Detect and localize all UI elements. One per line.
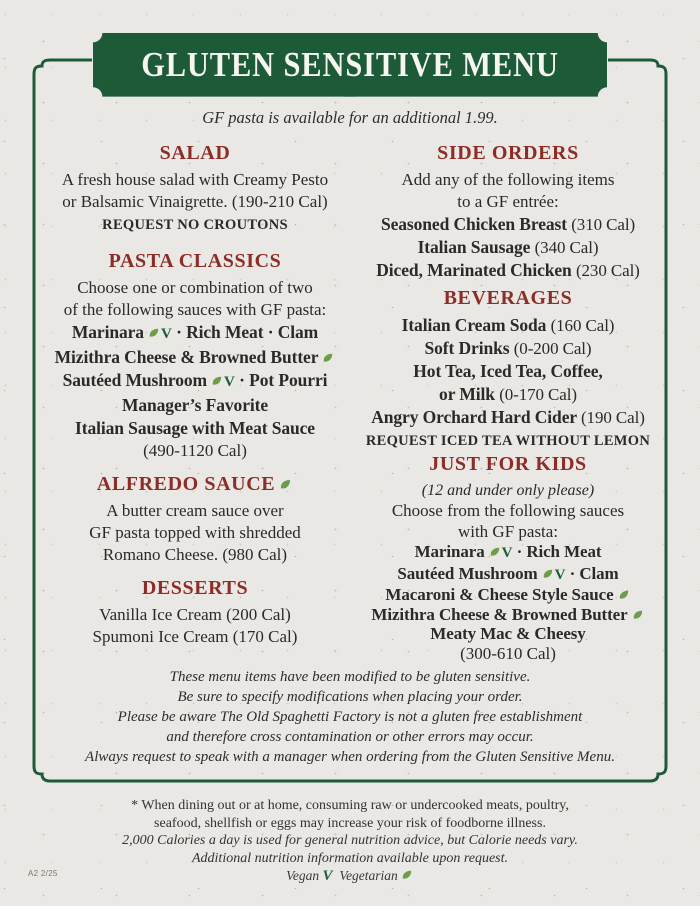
disclaimer-line: * When dining out or at home, consuming raw or undercooked meats, poultry, bbox=[131, 798, 569, 813]
menu-item: Diced, Marinated Chicken (230 Cal) bbox=[376, 260, 640, 280]
vegetarian-leaf-icon bbox=[401, 869, 413, 881]
menu-item: Manager’s Favorite bbox=[121, 395, 269, 415]
vegan-v-icon: V bbox=[224, 374, 235, 390]
request-note: REQUEST NO CROUTONS bbox=[102, 217, 288, 233]
calorie-text: (340 Cal) bbox=[534, 238, 599, 257]
menu-item: Macaroni & Cheese Style Sauce bbox=[350, 585, 666, 605]
section-title: JUST FOR KIDS bbox=[429, 453, 587, 475]
gf-pasta-intro: GF pasta is available for an additional 1.99. bbox=[202, 108, 498, 127]
disclaimer-line: Additional nutrition information available upon request. bbox=[191, 850, 509, 866]
calorie-text: (0-200 Cal) bbox=[513, 339, 592, 358]
menu-line: or Balsamic Vinaigrette. (190-210 Cal) bbox=[62, 192, 328, 211]
notice-line: Always request to speak with a manager when ordering from the Gluten Sensitive Menu. bbox=[85, 749, 615, 765]
menu-line: to a GF entrée: bbox=[457, 192, 559, 211]
menu-line: of the following sauces with GF pasta: bbox=[63, 300, 327, 319]
menu-item: Marinara V · Rich Meat · Clam bbox=[71, 322, 319, 342]
calorie-line: (490-1120 Cal) bbox=[143, 441, 247, 460]
kids-subtitle: (12 and under only please) bbox=[421, 482, 595, 499]
modification-notice bbox=[0, 667, 700, 767]
calorie-text: (310 Cal) bbox=[571, 215, 636, 234]
page-title: GLUTEN SENSITIVE MENU bbox=[141, 45, 559, 84]
menu-item: Soft Drinks (0-200 Cal) bbox=[424, 338, 592, 358]
dietary-legend bbox=[0, 868, 700, 885]
health-disclaimer bbox=[0, 797, 700, 867]
section-just-for-kids bbox=[350, 452, 666, 664]
section-title: PASTA CLASSICS bbox=[108, 250, 282, 272]
vegetarian-leaf-icon bbox=[148, 327, 160, 339]
menu-line: with GF pasta: bbox=[457, 521, 559, 541]
menu-item: Mizithra Cheese & Browned Butter bbox=[38, 346, 352, 369]
section-title: BEVERAGES bbox=[443, 287, 573, 309]
menu-item: Meaty Mac & Cheesy bbox=[430, 624, 586, 643]
notice-line: These menu items have been modified to be gluten sensitive. bbox=[169, 669, 531, 685]
calorie-text: (0-170 Cal) bbox=[499, 385, 577, 404]
menu-line: Romano Cheese. (980 Cal) bbox=[102, 545, 288, 564]
menu-line: Choose from the following sauces bbox=[391, 501, 625, 520]
menu-line: A butter cream sauce over bbox=[106, 501, 284, 520]
section-desserts bbox=[38, 576, 352, 648]
vegan-v-icon: V bbox=[160, 326, 172, 342]
menu-line: A fresh house salad with Creamy Pesto bbox=[61, 170, 329, 189]
vegetarian-leaf-icon bbox=[279, 478, 292, 491]
section-pasta-classics bbox=[38, 249, 352, 462]
menu-item: Mizithra Cheese & Browned Butter bbox=[350, 605, 666, 625]
vegan-v-icon: V bbox=[554, 566, 566, 583]
menu-item: Angry Orchard Hard Cider (190 Cal) bbox=[371, 407, 645, 427]
menu-item: Seasoned Chicken Breast (310 Cal) bbox=[380, 214, 636, 234]
calorie-text: (190 Cal) bbox=[581, 408, 645, 427]
notice-line: and therefore cross contamination or other errors may occur. bbox=[166, 729, 534, 745]
menu-line: GF pasta topped with shredded bbox=[89, 523, 301, 542]
disclaimer-line: seafood, shellfish or eggs may increase your risk of foodborne illness. bbox=[154, 815, 546, 831]
section-title: SIDE ORDERS bbox=[437, 142, 579, 164]
menu-item: Marinara V · Rich Meat bbox=[414, 542, 602, 561]
section-salad bbox=[38, 141, 352, 237]
menu-item: Sautéed Mushroom V · Clam bbox=[397, 563, 619, 583]
print-code: A2 2/25 bbox=[28, 869, 58, 878]
disclaimer-line: 2,000 Calories a day is used for general nutrition advice, but Calorie needs vary. bbox=[122, 833, 578, 848]
menu-item: Hot Tea, Iced Tea, Coffee, bbox=[413, 361, 603, 381]
menu-item: Spumoni Ice Cream (170 Cal) bbox=[92, 627, 298, 646]
menu-item: Italian Sausage with Meat Sauce bbox=[75, 418, 315, 438]
section-side-orders bbox=[350, 141, 666, 282]
notice-line: Be sure to specify modifications when placing your order. bbox=[177, 689, 523, 705]
title-banner bbox=[93, 33, 607, 97]
calorie-line: (300-610 Cal) bbox=[460, 643, 556, 663]
vegan-v-icon: V bbox=[501, 545, 513, 561]
vegetarian-leaf-icon bbox=[632, 609, 644, 621]
vegetarian-leaf-icon bbox=[618, 589, 630, 601]
vegetarian-leaf-icon bbox=[489, 546, 501, 558]
section-alfredo-sauce bbox=[38, 472, 352, 566]
vegetarian-label: Vegetarian bbox=[339, 868, 398, 883]
section-title: SALAD bbox=[159, 142, 231, 164]
menu-item: Italian Cream Soda (160 Cal) bbox=[401, 315, 615, 335]
vegan-v-icon: V bbox=[322, 868, 333, 884]
menu-line: Choose one or combination of two bbox=[77, 278, 313, 297]
menu-item: Sautéed Mushroom V · Pot Pourri bbox=[62, 370, 328, 390]
menu-line: Add any of the following items bbox=[401, 170, 615, 189]
menu-item: Vanilla Ice Cream (200 Cal) bbox=[99, 605, 291, 624]
notice-line: Please be aware The Old Spaghetti Factory is not a gluten free establishment bbox=[117, 709, 583, 725]
vegan-label: Vegan bbox=[286, 868, 320, 883]
request-note: REQUEST ICED TEA WITHOUT LEMON bbox=[365, 433, 651, 449]
menu-item: or Milk (0-170 Cal) bbox=[439, 384, 577, 404]
section-beverages bbox=[350, 286, 666, 453]
section-title: DESSERTS bbox=[141, 577, 249, 599]
section-title: ALFREDO SAUCE bbox=[38, 472, 352, 496]
calorie-text: (230 Cal) bbox=[575, 261, 640, 280]
vegetarian-leaf-icon bbox=[542, 568, 554, 580]
menu-item: Italian Sausage (340 Cal) bbox=[417, 237, 599, 257]
vegetarian-leaf-icon bbox=[211, 375, 223, 387]
vegetarian-leaf-icon bbox=[322, 352, 334, 364]
calorie-text: (160 Cal) bbox=[550, 316, 615, 335]
